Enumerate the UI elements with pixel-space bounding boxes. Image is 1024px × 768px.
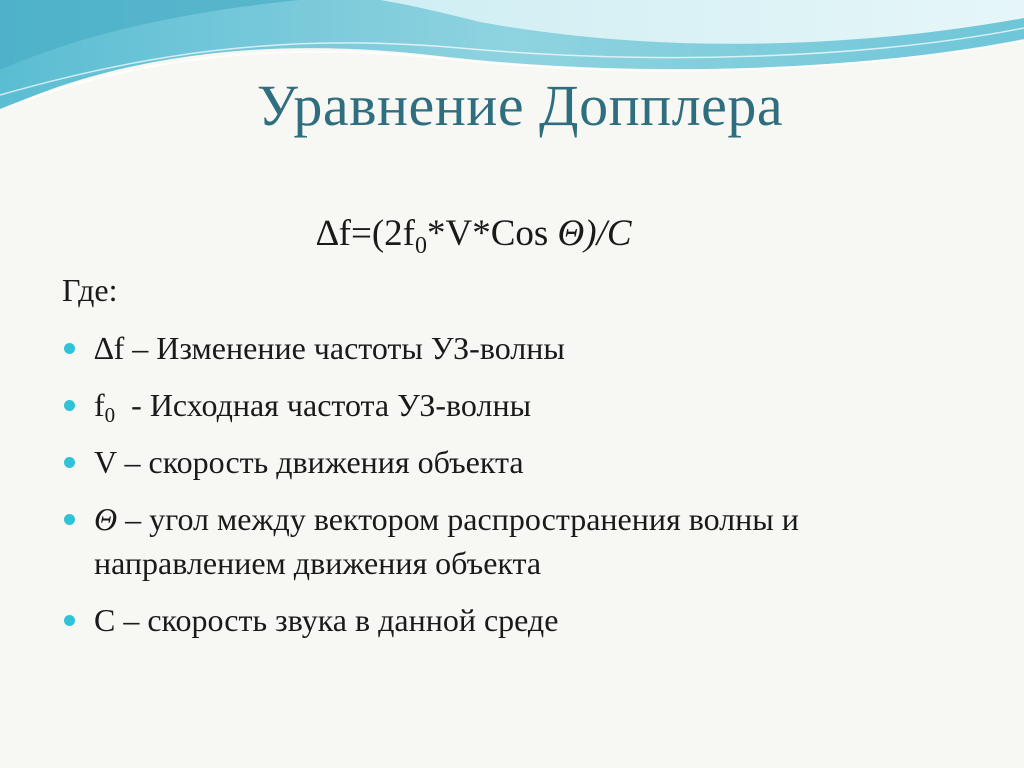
bullet-icon: [64, 400, 75, 411]
item-subscript: 0: [104, 403, 116, 427]
item-text: – угол между вектором распространения волны и направлением движения объекта: [94, 501, 799, 581]
doppler-formula: [316, 212, 632, 259]
bullet-icon: [64, 514, 75, 525]
slide-title: Уравнение Допплера: [256, 73, 784, 138]
item-symbol: Θ: [94, 501, 118, 537]
formula-part-3: )/C: [584, 213, 632, 254]
item-text: – скорость движения объекта: [116, 444, 524, 480]
bullet-icon: [64, 343, 75, 354]
item-symbol: V: [94, 444, 117, 480]
list-item: [62, 598, 982, 642]
bullet-icon: [64, 615, 75, 626]
list-item: [62, 383, 982, 427]
definitions-list: [62, 326, 982, 655]
item-text: – скорость звука в данной среде: [115, 602, 559, 638]
formula-part-1: ∆f=(2f: [316, 213, 415, 254]
formula-subscript: 0: [414, 233, 427, 259]
formula-part-2: *V*Cos: [426, 213, 558, 254]
where-label: Где:: [62, 272, 118, 308]
item-symbol: f: [94, 387, 105, 423]
item-symbol: ∆f: [94, 330, 125, 366]
formula-theta: Θ: [557, 213, 585, 254]
list-item: [62, 326, 982, 370]
item-text: – Изменение частоты УЗ-волны: [124, 330, 565, 366]
item-text: - Исходная частота УЗ-волны: [115, 387, 532, 423]
list-item: [62, 440, 982, 484]
bullet-icon: [64, 457, 75, 468]
list-item: [62, 497, 982, 585]
item-symbol: C: [94, 602, 116, 638]
